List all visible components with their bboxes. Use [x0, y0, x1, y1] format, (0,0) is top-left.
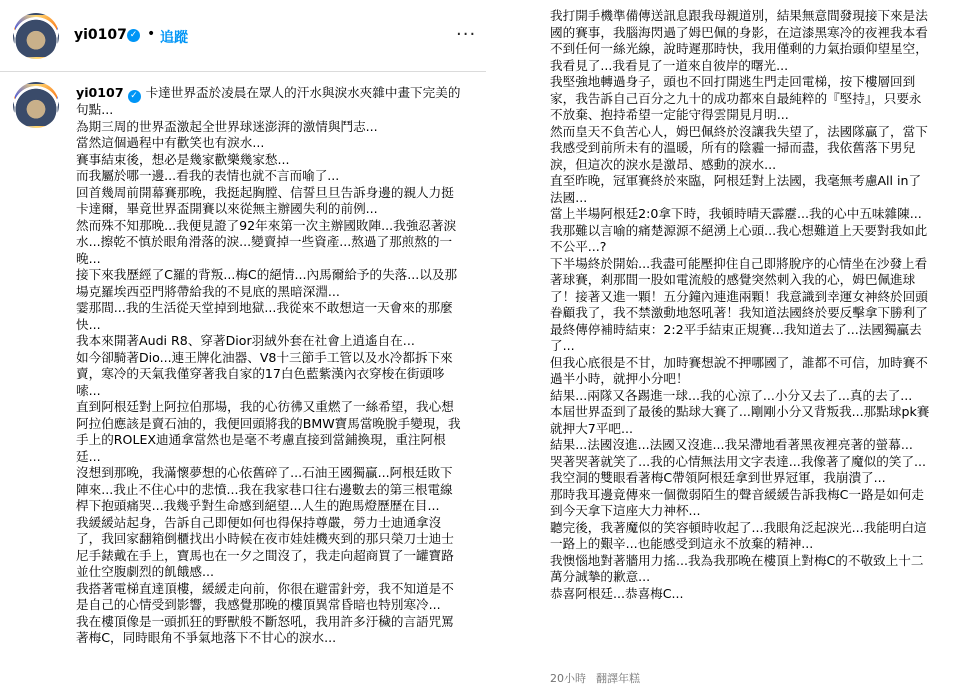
translate-link[interactable]: 翻譯年糕	[596, 672, 640, 685]
follow-button[interactable]: 追蹤	[160, 30, 188, 46]
caption-username[interactable]: yi0107	[76, 85, 124, 100]
separator-dot: •	[147, 26, 156, 42]
caption-text-right: 我打開手機準備傳送訊息跟我母親道別，結果無意間發現接下來是法國的賽事，我腦海閃過了姆巴佩的身影，在這漆黑寒冷的夜裡我本看不到任何一絲光線，說時遲那時快，我用僅剩的力氣抬頭仰望星空，我看見了...我看見了一道來自彼岸的曙光... 我堅強地轉過身子，頭也不回打開逃生門走回電梯，按下樓層回到家，我告訴自己百分之九十的成功都來自最純粹的『堅持』，只要永不放棄、抱持希望一定能守得雲開見月明... 然而皇天不負苦心人，姆巴佩終於沒讓我失望了，法國隊贏了，當下我感受到前所未有的溫暖，所有的陰霾一掃而盡，我依舊落下男兒淚，但這次的淚水是激昂、感動的淚水... 直至昨晚，冠軍賽終於來臨，阿根廷對上法國，我毫無考慮All in了法國... 當上半場阿根廷2:0拿下時，我頓時晴天霹靂...我的心中五味雜陳...我那難以言喻的痛楚源源不絕湧上心頭...我心想難道上天要對我如此不公平...? 下半場終於開始...我盡可能壓抑住自己即將脫序的心情坐在沙發上看著球賽，剎那間一股如電流般的感覺突然刺入我的心，姆巴佩進球了！接著又進一顆！五分鐘內連進兩顆！我意識到幸運女神終於回頭眷顧我了，我不禁激動地怒吼著！我知道法國終於要反擊拿下勝利了 最終傳停補時結束：2:2平手結束正規賽...我知道去了...法國獨贏去了... 但我心底很是不甘，加時賽想說不押哪國了，誰都不可信，加時賽不過半小時，就押小分吧！ 結果...兩隊又各踢進一球...我的心涼了...小分又去了...真的去了... 本屆世界盃到了最後的點球大賽了...剛剛小分又背叛我...那點球pk賽就押大7平吧... 結果...法國沒進...法國又沒進...我呆滯地看著黑夜裡亮著的螢幕... 哭著哭著就笑了...我的心情無法用文字表達...我像著了魔似的笑了... 我空洞的雙眼看著梅C帶領阿根廷拿到世界冠軍，我崩潰了... 那時我耳邊竟傳來一個微弱陌生的聲音緩緩告訴我梅C一路是如何走到今天拿下這座大力神杯... 聽完後，我著魔似的笑容頓時收起了...我眼角泛起淚光...我能明白這一路上的艱辛...也能感受到這永不放棄的精神... 我懊惱地對著牆用力搖...我為我那晚在樓頂上對梅C的不敬致上十二萬分誠摯的歉意... 恭喜阿根廷...恭喜梅C...	[550, 8, 930, 601]
caption-avatar[interactable]	[13, 82, 59, 128]
more-options-icon[interactable]: ···	[456, 24, 477, 45]
caption-text-left	[76, 85, 464, 647]
post-footer	[550, 670, 640, 686]
caption-body-left: 卡達世界盃於凌晨在眾人的汗水與淚水夾雜中畫下完美的句點... 為期三周的世界盃激起全世界球迷澎湃的激情與鬥志... 當然這個過程中有歡笑也有淚水... 賽事結束後，想必是幾家歡樂幾家愁... 而我屬於哪一邊...看我的表情也就不言而喻了... 回首幾周前開幕賽那晚，我挺起胸膛、信誓旦旦告訴身邊的親人力挺卡達爾，畢竟世界盃開賽以來從無主辦國失利的前例... 然而殊不知那晚...我便見證了92年來第一次主辦國敗陣...我強忍著淚水...擦乾不慎於眼角滑落的淚...變賣掉一些資產...熬過了那煎熬的一晚... 接下來我歷經了C羅的背叛...梅C的絕情...內馬爾給予的失落...以及那場克羅埃西亞門將帶給我的不見底的黑暗深淵... 霎那間...我的生活從天堂掉到地獄...我從來不敢想這一天會來的那麼快... 我本來開著Audi R8、穿著Dior羽絨外套在社會上逍遙自在... 如今卻騎著Dio...連王牌化油器、V8十三節手工管以及水冷都拆下來賣，寒冷的天氣我僅穿著我自家的17白色藍紫漢內衣穿梭在街頭哆嗦... 直到阿根廷對上阿拉伯那場，我的心彷彿又重燃了一絲希望，我心想阿拉伯應該是賣石油的，我便回頭將我的BMW寶馬當晚脫手變現，我手上的ROLEX迪通拿當然也是毫不考慮直接到當鋪換現，重注阿根廷... 沒想到那晚，我滿懷夢想的心依舊碎了...石油王國獨贏...阿根廷敗下陣來...我止不住心中的悲憤...我在我家巷口往右邊數去的第三根電線桿下抱頭痛哭...我幾乎對生命感到絕望...人生的跑馬燈歷歷在目... 我緩緩站起身，告訴自己即便如何也得保持尊嚴，勞力士迪通拿沒了，我回家翻箱倒櫃找出小時候在夜市娃娃機夾到的那只榮刀士迪士尼手錶戴在手上，寶馬也在一夕之間沒了，我走向超商買了一罐寶路並仕空腹劇烈的飢餓感... 我搭著電梯直達頂樓，緩緩走向前，你很在避雷針旁，我不知道是不是自己的心情受到影響，我感覺那晚的樓頂異常昏暗也特別寒冷... 我在樓頂像是一頭抓狂的野獸般不斷怒吼，我用許多汙穢的言語咒罵著梅C，同時眼角不爭氣地落下不甘心的淚水...	[76, 85, 461, 645]
post-time: 20小時	[550, 672, 586, 685]
header-avatar[interactable]	[13, 13, 59, 59]
header-username[interactable]: yi0107	[74, 27, 127, 43]
post-header	[0, 0, 486, 72]
caption-verified-icon: ✓	[128, 90, 141, 103]
verified-badge-icon: ✓	[127, 29, 140, 42]
